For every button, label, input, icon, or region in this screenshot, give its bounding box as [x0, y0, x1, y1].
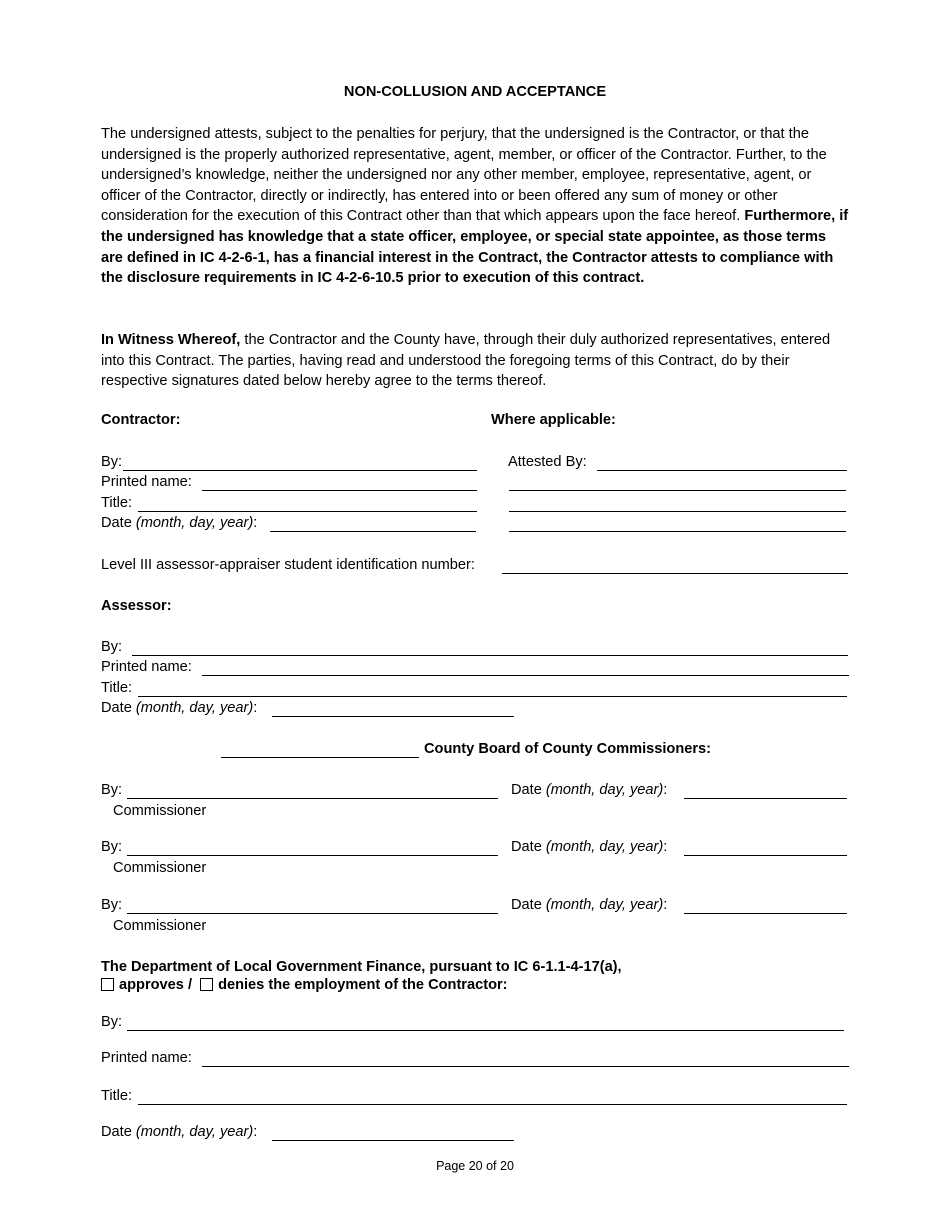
- contractor-by-label: By:: [101, 454, 123, 470]
- assessor-printed-name-label: Printed name:: [101, 659, 192, 675]
- dlgf-title-label: Title:: [101, 1088, 133, 1104]
- attested-by-label: Attested By:: [508, 454, 587, 470]
- commissioner-1-by-label: By:: [101, 782, 123, 798]
- county-board-heading: County Board of County Commissioners:: [424, 741, 712, 757]
- county-name-line[interactable]: [221, 757, 419, 758]
- dlgf-by-label: By:: [101, 1014, 123, 1030]
- commissioner-1-role: Commissioner: [113, 803, 207, 819]
- attestation-bold-text: Furthermore, if the undersigned has knowledge that a state officer, employee, or special state appointee, as those terms are defined in IC 4-2-6-1, has a financial interest in the Contract, the Contractor attests to compliance with the disclosure requirements in IC 4-2-6-10.5 prior to execution of this contract.: [101, 208, 849, 287]
- attestation-text: The undersigned attests, subject to the penalties for perjury, that the undersigned is the Contractor, or that the undersigned is the properly authorized representative, agent, member, or officer of the Contractor. Further, to the undersigned’s knowledge, neither the undersigned nor any other member, employee, representative, agent, or officer of the Contractor, directly or indirectly, has entered into or been offered any sum of money or other consideration for the execution of this Contract other than that which appears upon the face hereof.: [101, 126, 827, 225]
- contractor-title-label: Title:: [101, 495, 133, 511]
- approves-label: approves /: [119, 977, 192, 993]
- student-id-label: Level III assessor-appraiser student identification number:: [101, 557, 475, 573]
- attested-by-line[interactable]: [597, 470, 847, 471]
- dlgf-printed-name-line[interactable]: [202, 1066, 849, 1067]
- commissioner-1-by-line[interactable]: [127, 798, 498, 799]
- assessor-by-label: By:: [101, 639, 123, 655]
- attested-line-3[interactable]: [509, 511, 846, 512]
- assessor-heading: Assessor:: [101, 598, 172, 614]
- commissioner-2-date-line[interactable]: [684, 855, 847, 856]
- dlgf-heading: The Department of Local Government Finance, pursuant to IC 6-1.1-4-17(a),: [101, 959, 622, 975]
- dlgf-date-label: Date (month, day, year):: [101, 1124, 258, 1140]
- contractor-printed-name-label: Printed name:: [101, 474, 192, 490]
- contractor-date-label: Date (month, day, year):: [101, 515, 258, 531]
- approves-checkbox[interactable]: [101, 978, 114, 991]
- denies-checkbox[interactable]: [200, 978, 213, 991]
- commissioner-3-date-label: Date (month, day, year):: [511, 897, 668, 913]
- assessor-title-label: Title:: [101, 680, 133, 696]
- commissioner-2-role: Commissioner: [113, 860, 207, 876]
- commissioner-1-date-line[interactable]: [684, 798, 847, 799]
- page-number: Page 20 of 20: [436, 1159, 514, 1173]
- dlgf-decision-row: [101, 977, 508, 993]
- commissioner-3-by-line[interactable]: [127, 913, 498, 914]
- commissioner-3-role: Commissioner: [113, 918, 207, 934]
- commissioner-2-by-line[interactable]: [127, 855, 498, 856]
- assessor-by-line[interactable]: [132, 655, 848, 656]
- attestation-paragraph: [101, 124, 851, 289]
- witness-text: the Contractor and the County have, through their duly authorized representatives, entered into this Contract. The parties, having read and understood the foregoing terms of this Contract, do by their respective signatures dated below hereby agree to the terms thereof.: [101, 332, 831, 390]
- dlgf-title-line[interactable]: [138, 1104, 847, 1105]
- dlgf-date-line[interactable]: [272, 1140, 514, 1141]
- contractor-date-line[interactable]: [270, 531, 476, 532]
- dlgf-printed-name-label: Printed name:: [101, 1050, 192, 1066]
- assessor-printed-name-line[interactable]: [202, 675, 849, 676]
- contractor-title-line[interactable]: [138, 511, 477, 512]
- student-id-line[interactable]: [502, 573, 848, 574]
- commissioner-1-date-label: Date (month, day, year):: [511, 782, 668, 798]
- contractor-by-line[interactable]: [123, 470, 477, 471]
- commissioner-2-by-label: By:: [101, 839, 123, 855]
- dlgf-by-line[interactable]: [127, 1030, 844, 1031]
- commissioner-3-date-line[interactable]: [684, 913, 847, 914]
- contractor-heading: Contractor:: [101, 412, 181, 428]
- commissioner-3-by-label: By:: [101, 897, 123, 913]
- where-applicable-heading: Where applicable:: [491, 412, 616, 428]
- denies-label: denies the employment of the Contractor:: [218, 977, 508, 993]
- assessor-title-line[interactable]: [138, 696, 847, 697]
- witness-paragraph: [101, 330, 851, 392]
- assessor-date-line[interactable]: [272, 716, 514, 717]
- attested-line-2[interactable]: [509, 490, 846, 491]
- contractor-printed-name-line[interactable]: [202, 490, 477, 491]
- page-title: NON-COLLUSION AND ACCEPTANCE: [343, 84, 607, 100]
- witness-lead: In Witness Whereof,: [101, 332, 241, 348]
- attested-line-4[interactable]: [509, 531, 846, 532]
- assessor-date-label: Date (month, day, year):: [101, 700, 258, 716]
- commissioner-2-date-label: Date (month, day, year):: [511, 839, 668, 855]
